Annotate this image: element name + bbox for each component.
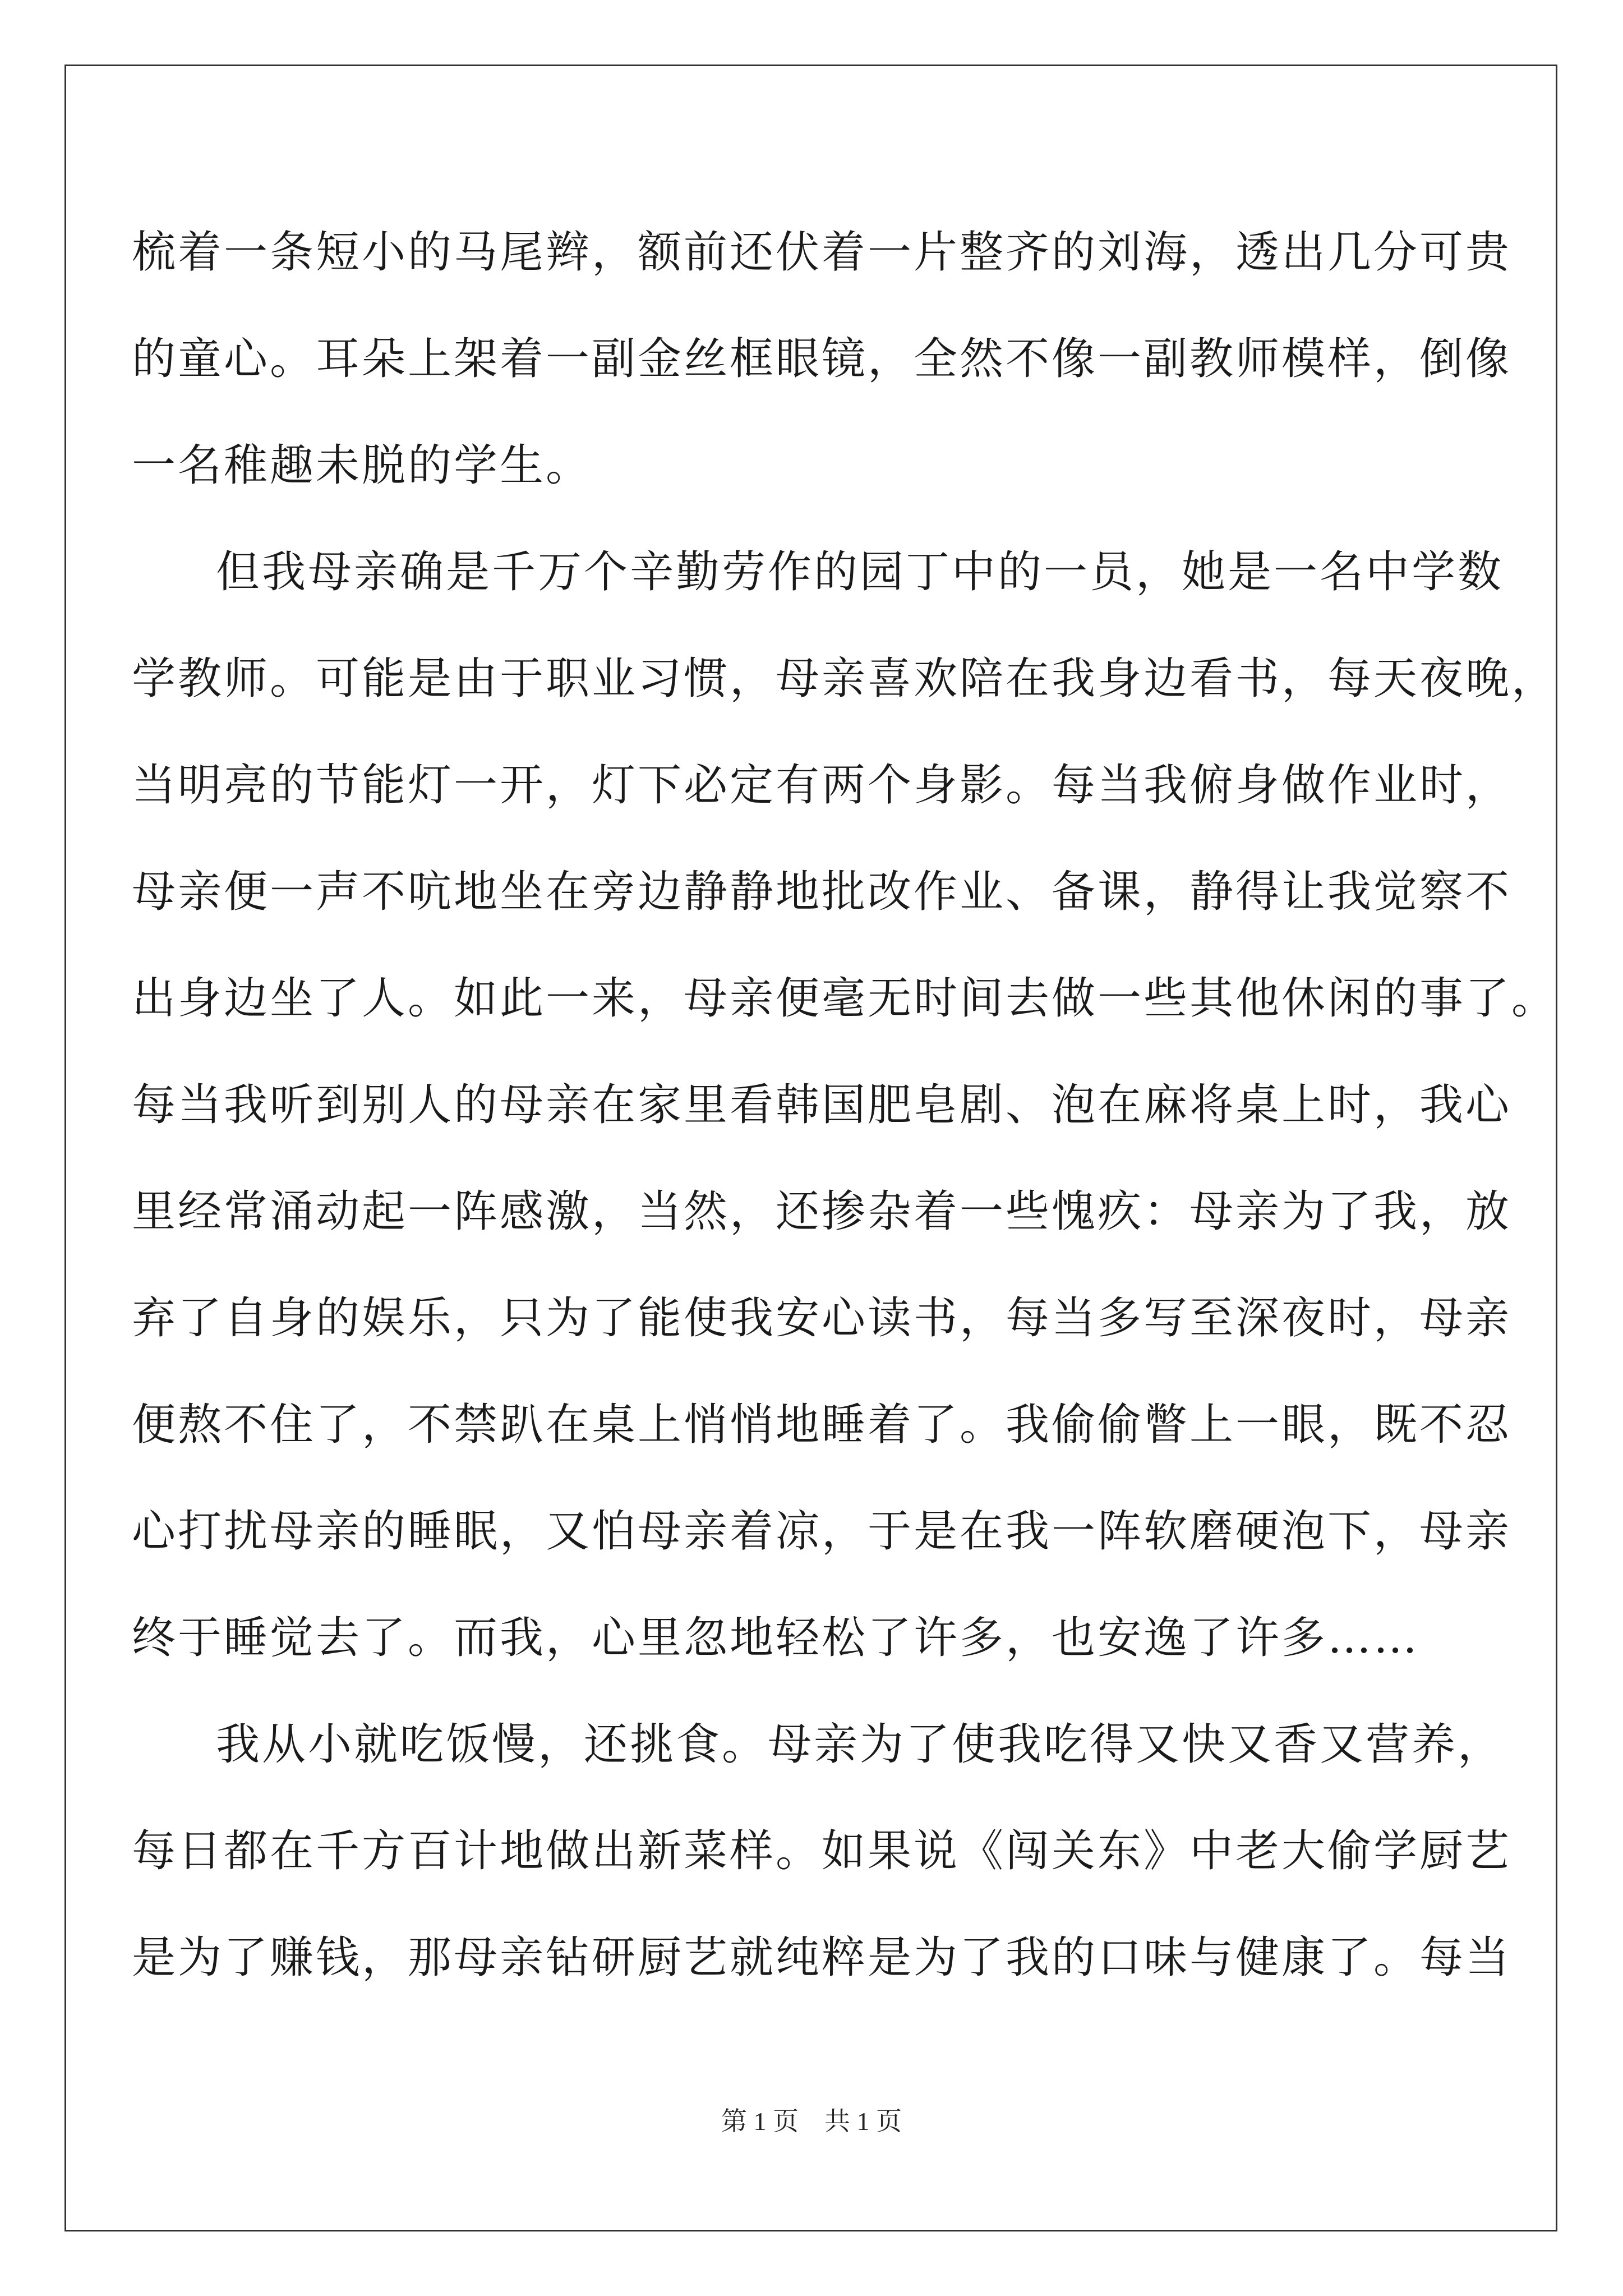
paragraph-first-line: 但我母亲确是千万个辛勤劳作的园丁中的一员，她是一名中学数 xyxy=(216,547,1504,597)
text-line: 学教师。可能是由于职业习惯，母亲喜欢陪在我身边看书，每天夜晚， xyxy=(132,654,1558,704)
text-line: 出身边坐了人。如此一来，母亲便毫无时间去做一些其他休闲的事了。 xyxy=(132,973,1558,1024)
text-line: 母亲便一声不吭地坐在旁边静静地批改作业、备课，静得让我觉察不 xyxy=(132,867,1512,917)
page-total: 共 1 页 xyxy=(824,2107,902,2136)
page-number: 第 1 页 xyxy=(721,2107,799,2136)
text-line: 便熬不住了，不禁趴在桌上悄悄地睡着了。我偷偷瞥上一眼，既不忍 xyxy=(132,1400,1512,1450)
text-line: 终于睡觉去了。而我，心里忽地轻松了许多，也安逸了许多…… xyxy=(132,1613,1420,1663)
text-line: 是为了赚钱，那母亲钻研厨艺就纯粹是为了我的口味与健康了。每当 xyxy=(132,1932,1512,1983)
page-footer xyxy=(0,2101,1623,2138)
text-line: 当明亮的节能灯一开，灯下必定有两个身影。每当我俯身做作业时， xyxy=(132,760,1512,811)
text-line: 每日都在千方百计地做出新菜样。如果说《闯关东》中老大偷学厨艺 xyxy=(132,1826,1512,1876)
text-line: 梳着一条短小的马尾辫，额前还伏着一片整齐的刘海，透出几分可贵 xyxy=(132,227,1512,278)
text-line: 弃了自身的娱乐，只为了能使我安心读书，每当多写至深夜时，母亲 xyxy=(132,1293,1512,1343)
text-line: 一名稚趣未脱的学生。 xyxy=(132,440,592,491)
paragraph-first-line: 我从小就吃饭慢，还挑食。母亲为了使我吃得又快又香又营养， xyxy=(216,1719,1504,1770)
text-line: 心打扰母亲的睡眠，又怕母亲着凉，于是在我一阵软磨硬泡下，母亲 xyxy=(132,1506,1512,1557)
text-line: 每当我听到别人的母亲在家里看韩国肥皂剧、泡在麻将桌上时，我心 xyxy=(132,1080,1512,1130)
text-line: 里经常涌动起一阵感激，当然，还掺杂着一些愧疚：母亲为了我，放 xyxy=(132,1186,1512,1237)
text-line: 的童心。耳朵上架着一副金丝框眼镜，全然不像一副教师模样，倒像 xyxy=(132,334,1512,384)
